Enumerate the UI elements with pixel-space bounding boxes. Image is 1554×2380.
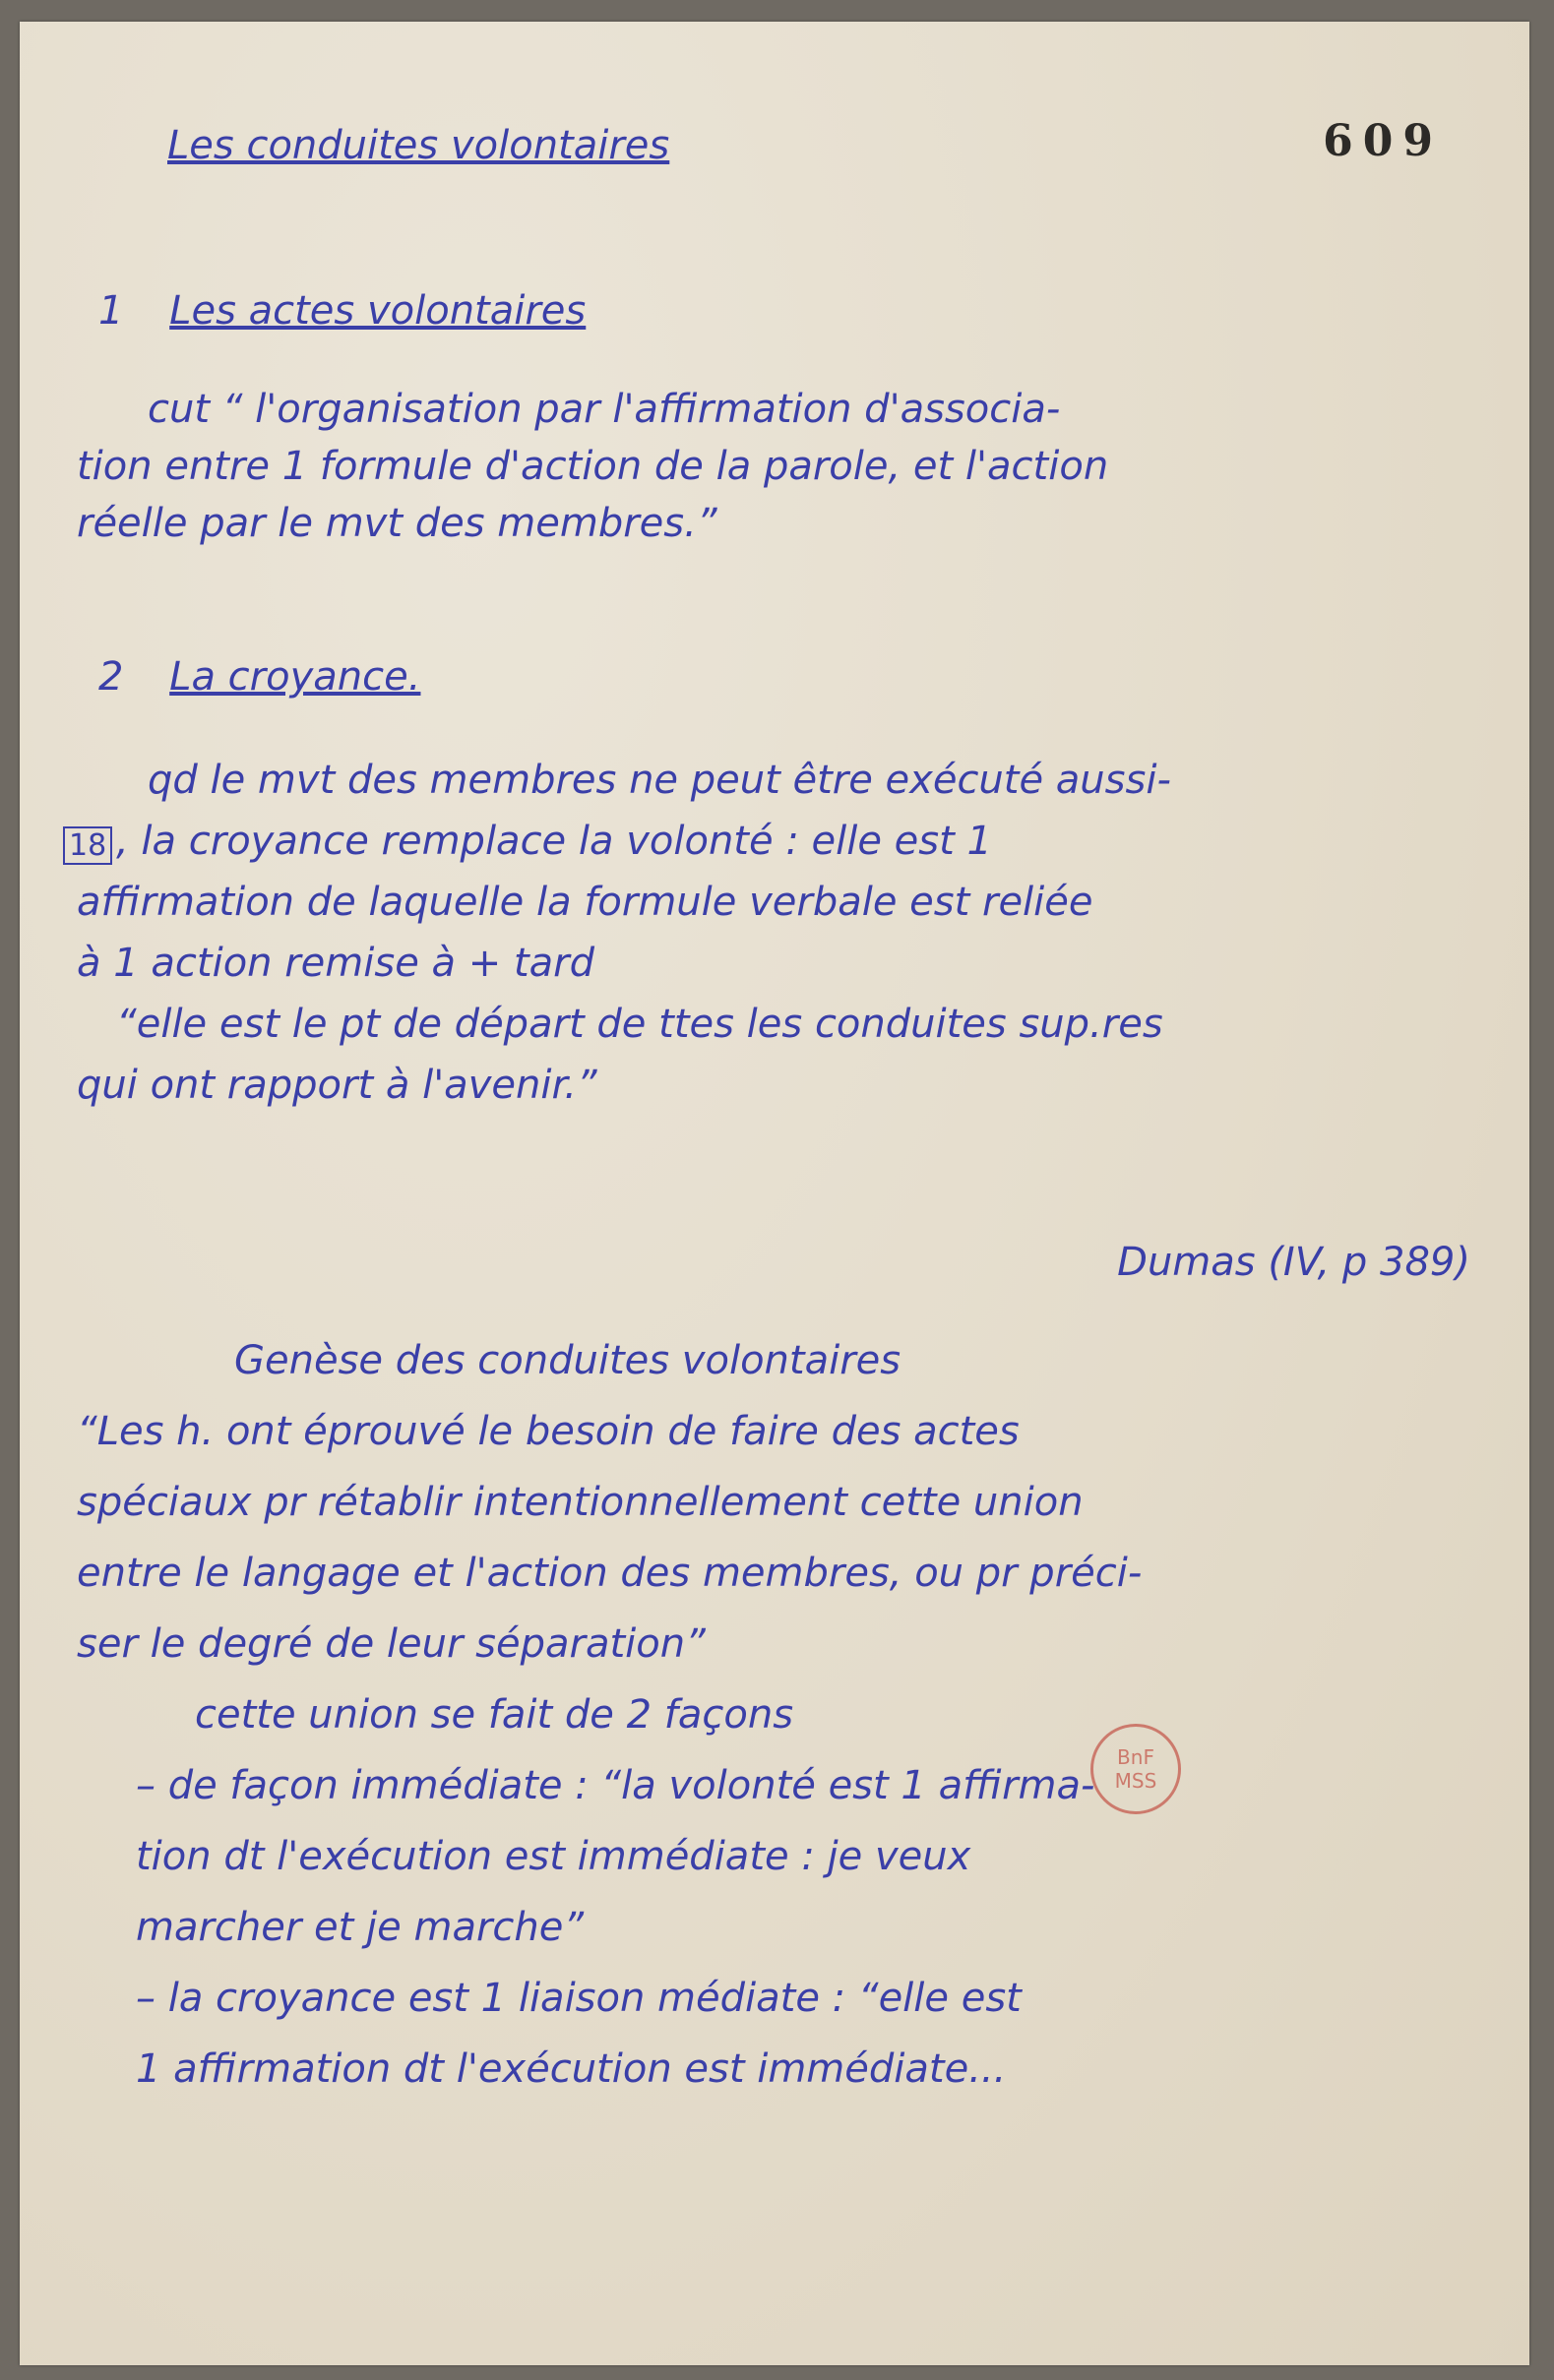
text-line: ser le degré de leur séparation” bbox=[77, 1621, 706, 1667]
section-1-heading bbox=[98, 285, 1529, 336]
text-line: – de façon immédiate : “la volonté est 1 affirma- bbox=[136, 1763, 1095, 1808]
text-line: “Les h. ont éprouvé le besoin de faire des actes bbox=[77, 1409, 1020, 1454]
text-line: qui ont rapport à l'avenir.” bbox=[77, 1063, 597, 1108]
section-2-body bbox=[77, 750, 1529, 1116]
text-line: spéciaux pr rétablir intentionnellement cette union bbox=[77, 1480, 1084, 1525]
text-line: tion entre 1 formule d'action de la parole, et l'action bbox=[77, 444, 1109, 489]
stamp-line-2: MSS bbox=[1114, 1769, 1157, 1793]
text-line: tion dt l'exécution est immédiate : je veux bbox=[136, 1834, 971, 1879]
text-line: réelle par le mvt des membres.” bbox=[77, 501, 717, 546]
text-line: cette union se fait de 2 façons bbox=[195, 1692, 794, 1738]
section-1-body bbox=[77, 381, 1529, 552]
section-1-number: 1 bbox=[98, 288, 124, 334]
text-line: 1 affirmation dt l'exécution est immédiate... bbox=[136, 2046, 1007, 2092]
section-1-title: Les actes volontaires bbox=[169, 288, 587, 334]
section-3-body bbox=[77, 1325, 1529, 2105]
text-line: à 1 action remise à + tard bbox=[77, 941, 595, 986]
text-line: “elle est le pt de départ de ttes les conduites sup.res bbox=[116, 1002, 1163, 1047]
bnf-library-stamp bbox=[1090, 1724, 1181, 1814]
folio-number: 609 bbox=[1323, 116, 1443, 166]
text-line: affirmation de laquelle la formule verbale est reliée bbox=[77, 880, 1093, 925]
text-line: entre le langage et l'action des membres, ou pr préci- bbox=[77, 1551, 1143, 1596]
manuscript-sheet bbox=[20, 22, 1529, 2365]
citation: Dumas (IV, p 389) bbox=[1117, 1240, 1470, 1285]
subheading: Genèse des conduites volontaires bbox=[234, 1338, 901, 1383]
text-line: qd le mvt des membres ne peut être exécuté aussi- bbox=[148, 758, 1171, 803]
section-2-title: La croyance. bbox=[169, 654, 421, 700]
section-2-number: 2 bbox=[98, 654, 124, 700]
page-title: Les conduites volontaires bbox=[167, 123, 670, 168]
text-line: cut “ l'organisation par l'affirmation d'associa- bbox=[148, 387, 1061, 432]
margin-note-box: 18 bbox=[63, 826, 112, 865]
section-2-heading bbox=[98, 651, 1529, 702]
stamp-line-1: BnF bbox=[1117, 1745, 1154, 1769]
text-line: , la croyance remplace la volonté : elle est 1 bbox=[116, 819, 992, 864]
text-line: marcher et je marche” bbox=[136, 1905, 585, 1950]
text-line: – la croyance est 1 liaison médiate : “elle est bbox=[136, 1976, 1022, 2021]
